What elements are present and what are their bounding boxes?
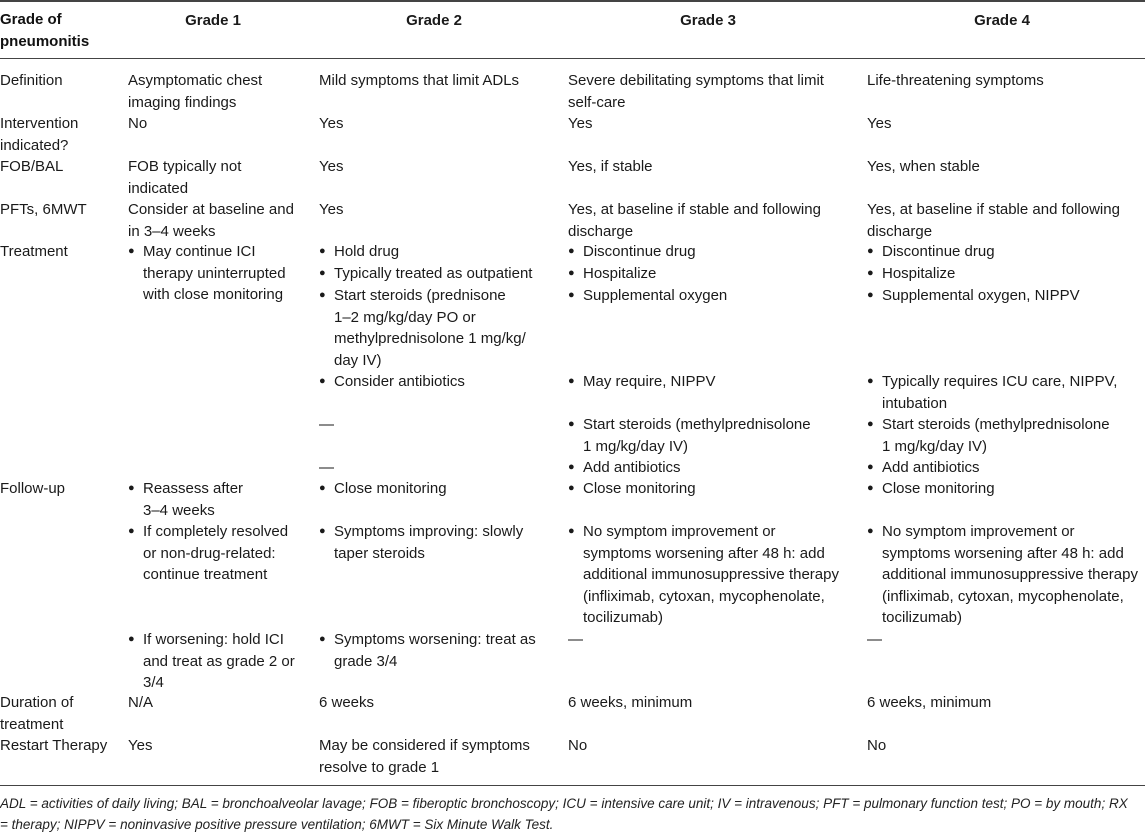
cell-pfts-g1: Consider at baseline and in 3–4 weeks [128, 201, 294, 240]
bullet-icon: ● [319, 245, 326, 257]
row-label-restart: Restart Therapy [0, 737, 108, 754]
bullet-icon: ● [568, 525, 575, 537]
cell-fob-g3: Yes, if stable [568, 158, 653, 175]
row-label-duration: Duration of treatment [0, 694, 74, 733]
followup-g4-empty: — [867, 631, 882, 648]
bullet-icon: ● [568, 461, 575, 473]
header-grade-of-pneumonitis: Grade of pneumonitis [0, 11, 90, 50]
cell-pfts-g4: Yes, at baseline if stable and following discharge [867, 201, 1120, 240]
cell-pfts-g3: Yes, at baseline if stable and following discharge [568, 201, 821, 240]
cell-duration-g3: 6 weeks, minimum [568, 694, 693, 711]
bullet-icon: ● [319, 375, 326, 387]
cell-duration-g2: 6 weeks [319, 694, 375, 711]
treatment-g2-empty: — [319, 416, 334, 433]
top-rule [0, 0, 1145, 2]
bullet-icon: ● [128, 245, 135, 257]
bottom-rule [0, 785, 1145, 786]
cell-restart-g1: Yes [128, 737, 153, 754]
bullet-icon: ● [867, 418, 874, 430]
bullet-icon: ● [319, 525, 326, 537]
bullet-icon: ● [867, 245, 874, 257]
header-grade-1: Grade 1 [185, 12, 241, 29]
cell-intervention-g2: Yes [319, 115, 344, 132]
bullet-icon: ● [128, 482, 135, 494]
cell-intervention-g3: Yes [568, 115, 593, 132]
bullet-icon: ● [867, 461, 874, 473]
bullet-icon: ● [867, 482, 874, 494]
bullet-icon: ● [867, 267, 874, 279]
cell-restart-g2: May be considered if symptoms resolve to grade 1 [319, 737, 530, 776]
cell-intervention-g4: Yes [867, 115, 892, 132]
bullet-icon: ● [319, 633, 326, 645]
cell-definition-g1: Asymptomatic chest imaging findings [128, 72, 263, 111]
cell-duration-g1: N/A [128, 694, 154, 711]
cell-fob-g1: FOB typically not indicated [128, 158, 242, 197]
bullet-icon: ● [319, 267, 326, 279]
row-label-definition: Definition [0, 72, 63, 89]
bullet-icon: ● [867, 289, 874, 301]
cell-restart-g4: No [867, 737, 887, 754]
treatment-g2-empty: — [319, 459, 334, 476]
row-label-treatment: Treatment [0, 243, 68, 260]
bullet-icon: ● [568, 289, 575, 301]
table-footnote: ADL = activities of daily living; BAL = bronchoalveolar lavage; FOB = fiberoptic bronchoscopy; ICU = intensive care unit; IV = intravenous; PFT = pulmonary function test; PO = by mouth; RX = therapy; NIPPV = noninvasive positive pressure ventilation; 6MWT = Six Minute Walk Test. [0, 796, 1128, 832]
header-rule [0, 58, 1145, 59]
cell-intervention-g1: No [128, 115, 148, 132]
bullet-icon: ● [128, 525, 135, 537]
bullet-icon: ● [568, 267, 575, 279]
header-grade-3: Grade 3 [680, 12, 736, 29]
bullet-icon: ● [128, 633, 135, 645]
bullet-icon: ● [568, 482, 575, 494]
cell-definition-g2: Mild symptoms that limit ADLs [319, 72, 520, 89]
row-label-intervention: Intervention indicated? [0, 115, 79, 154]
cell-duration-g4: 6 weeks, minimum [867, 694, 992, 711]
cell-fob-g2: Yes [319, 158, 344, 175]
header-grade-2: Grade 2 [406, 12, 462, 29]
bullet-icon: ● [867, 375, 874, 387]
bullet-icon: ● [319, 482, 326, 494]
row-label-pfts: PFTs, 6MWT [0, 201, 87, 218]
cell-definition-g4: Life-threatening symptoms [867, 72, 1044, 89]
row-label-fob: FOB/BAL [0, 158, 64, 175]
bullet-icon: ● [568, 375, 575, 387]
bullet-icon: ● [568, 245, 575, 257]
bullet-icon: ● [319, 289, 326, 301]
cell-pfts-g2: Yes [319, 201, 344, 218]
followup-g3-empty: — [568, 631, 583, 648]
bullet-icon: ● [867, 525, 874, 537]
bullet-icon: ● [568, 418, 575, 430]
header-grade-4: Grade 4 [974, 12, 1030, 29]
cell-definition-g3: Severe debilitating symptoms that limit self-care [568, 72, 824, 111]
cell-fob-g4: Yes, when stable [867, 158, 980, 175]
row-label-followup: Follow-up [0, 480, 66, 497]
cell-restart-g3: No [568, 737, 588, 754]
